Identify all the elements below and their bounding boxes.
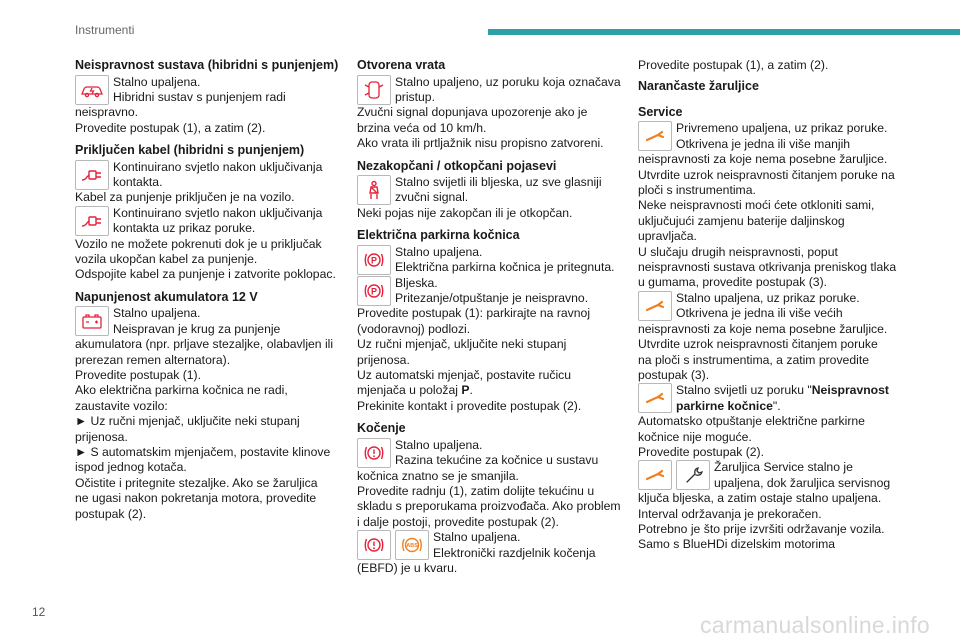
service-d-line: ključa bljeska, a zatim ostaje stalno upaljena. (638, 491, 882, 506)
parking-gear-p: P (461, 383, 470, 398)
battery-icon (75, 306, 109, 336)
door-line: Zvučni signal dopunjava upozorenje ako je (357, 105, 588, 120)
service-d-line: Interval održavanja je prekoračen. (638, 506, 822, 521)
battery-line: ispod jednog kotača. (75, 460, 187, 475)
hybrid-fault-text-1: Stalno upaljena. (113, 74, 201, 89)
entry-seatbelt (357, 175, 627, 206)
braking-text-2: Razina tekućine za kočnice u sustavu (395, 453, 599, 468)
service-a-line: Neke neispravnosti moći ćete otkloniti sami, (638, 198, 875, 213)
ebfd-text-3: (EBFD) je u kvaru. (357, 560, 458, 575)
service-c-line: Provedite postupak (2). (638, 444, 765, 459)
parking-gear-text: mjenjača u položaj (357, 383, 462, 398)
seatbelt-text-1: Stalno svijetli ili bljeska, uz sve glasniji (395, 175, 602, 190)
service-spanner-icon (676, 460, 710, 490)
entry-service-a (638, 121, 908, 152)
hybrid-fault-text-3: neispravno. (75, 105, 139, 120)
heading-service: Service (638, 104, 683, 119)
door-text-2: pristup. (395, 89, 435, 104)
charging-b-text-4: vozila ukopčan kabel za punjenje. (75, 252, 258, 267)
seatbelt-text-3: Neki pojas nije zakopčan ili je otkopčan. (357, 205, 573, 220)
heading-battery: Napunjenost akumulatora 12 V (75, 289, 258, 304)
charging-b-text-3: Vozilo ne možete pokrenuti dok je u priključak (75, 236, 322, 251)
service-b-text-2: Otkrivena je jedna ili više većih (676, 306, 843, 321)
service-a-text-2: Otkrivena je jedna ili više manjih (676, 136, 851, 151)
watermark: carmanualsonline.info (699, 612, 930, 638)
service-c-line: kočnice nije moguće. (638, 429, 752, 444)
parking-a-text-1: Stalno upaljena. (395, 244, 483, 259)
battery-line: ► Uz ručni mjenjač, uključite neki stupanj (75, 414, 300, 429)
battery-text-1: Stalno upaljena. (113, 306, 201, 321)
battery-line: prerezan remen alternatora). (75, 352, 231, 367)
service-c-text-1b: Neispravnost (811, 383, 889, 398)
service-b-text-1: Stalno upaljena, uz prikaz poruke. (676, 290, 860, 305)
battery-line: Provedite postupak (1). (75, 368, 202, 382)
charging-a-text-1: Kontinuirano svjetlo nakon uključivanja (113, 159, 323, 174)
entry-hybrid-fault (75, 75, 343, 106)
service-b-line: na ploči s instrumentima, a zatim provedite (638, 352, 869, 367)
entry-charging-cable-b (75, 206, 343, 237)
parking-line: Uz automatski mjenjač, postavite ručicu (357, 368, 572, 382)
braking-line: Provedite radnju (1), zatim dolijte tekućinu u (357, 483, 595, 498)
service-d-text-2: upaljena, dok žaruljica servisnog (714, 475, 891, 490)
service-d-text-1: Žaruljica Service stalno je (714, 460, 853, 475)
intro-text: Provedite postupak (1), a zatim (2). (638, 58, 829, 72)
entry-parking-brake-a (357, 245, 627, 276)
parking-line: (vodoravnoj) podlozi. (357, 321, 471, 336)
parking-line: Uz ručni mjenjač, uključite neki stupanj (357, 337, 567, 352)
entry-battery (75, 306, 343, 337)
hybrid-fault-text-2: Hibridni sustav s punjenjem radi (113, 89, 286, 104)
brake-warning-icon (357, 530, 391, 560)
heading-charging-cable: Priključen kabel (hibridni s punjenjem) (75, 143, 305, 158)
entry-door-open (357, 75, 627, 106)
service-c-text-1a: Stalno svijetli uz poruku " (676, 383, 812, 398)
charging-b-text-1: Kontinuirano svjetlo nakon uključivanja (113, 205, 323, 220)
parking-gear-dot: . (469, 383, 473, 398)
service-a-line: upravljača. (638, 229, 697, 244)
abs-icon (395, 530, 429, 560)
entry-service-b (638, 291, 908, 322)
service-a-line: neispravnosti za koje nema posebne žaruljice. (638, 152, 888, 167)
header-title: Instrumenti (75, 23, 135, 37)
seatbelt-icon (357, 175, 391, 205)
service-a-line: u gumama, provedite postupak (3). (638, 275, 828, 290)
braking-line: i dalje postoji, provedite postupak (2). (357, 514, 559, 529)
charging-a-text-3: Kabel za punjenje priključen je na vozilo. (75, 190, 295, 205)
service-b-line: Utvrdite uzrok neispravnosti čitanjem poruke (638, 337, 878, 352)
svg-text:P: P (370, 255, 378, 266)
column-3 (638, 58, 908, 553)
wrench-icon (638, 291, 672, 321)
charging-plug-icon (75, 160, 109, 190)
charging-plug-icon (75, 206, 109, 236)
charging-b-text-2: kontakta uz prikaz poruke. (113, 221, 256, 236)
service-d-line: Potrebno je što prije izvršiti održavanje vozila. (638, 521, 885, 536)
braking-line: kočnica znatno se je smanjila. (357, 468, 519, 483)
battery-line: Očistite i pritegnite stezaljke. Ako se žaruljica (75, 475, 318, 490)
entry-service-d (638, 460, 908, 491)
parking-brake-icon (357, 276, 391, 306)
heading-door-open: Otvorena vrata (357, 58, 446, 72)
braking-line: skladu s preporukama proizvođača. Ako problem (357, 499, 621, 514)
service-c-text-2 (676, 399, 908, 414)
charging-a-text-2: kontakta. (113, 175, 163, 190)
brake-warning-icon (357, 438, 391, 468)
service-a-line: ploči s instrumentima. (638, 183, 756, 198)
service-a-text-1: Privremeno upaljena, uz prikaz poruke. (676, 121, 888, 136)
entry-braking (357, 438, 627, 469)
door-line: brzina veća od 10 km/h. (357, 120, 487, 135)
battery-line: zaustavite vozilo: (75, 398, 168, 413)
service-a-line: U slučaju drugih neispravnosti, poput (638, 244, 838, 259)
door-open-icon (357, 75, 391, 105)
wrench-icon (638, 383, 672, 413)
column-1 (75, 58, 343, 522)
parking-b-text-2: Pritezanje/otpuštanje je neispravno. (395, 290, 589, 305)
service-c-text-2b: ". (772, 398, 781, 413)
ebfd-text-2: Elektronički razdjelnik kočenja (433, 545, 596, 560)
service-a-line: neispravnosti sustava otkrivanja preniskog tlaka (638, 260, 897, 275)
page-number: 12 (32, 605, 46, 619)
battery-line: ► S automatskim mjenjačem, postavite klinove (75, 445, 331, 460)
heading-braking: Kočenje (357, 421, 406, 436)
service-a-line: uključujući zamjenu baterije daljinskog (638, 213, 845, 228)
parking-line: Provedite postupak (1): parkirajte na ravnoj (357, 306, 591, 321)
entry-parking-brake-b (357, 276, 627, 307)
service-d-line: Samo s BlueHDi dizelskim motorima (638, 537, 836, 552)
service-c-line: Automatsko otpuštanje električne parkirne (638, 414, 865, 429)
entry-service-c (638, 383, 908, 414)
heading-parking-brake: Električna parkirna kočnica (357, 228, 520, 243)
battery-line: prijenosa. (75, 429, 128, 444)
battery-line: Ako električna parkirna kočnica ne radi, (75, 383, 288, 398)
parking-a-text-2: Električna parkirna kočnica je pritegnuta. (395, 260, 615, 275)
svg-text:ABS: ABS (406, 543, 418, 550)
service-c-text-1 (676, 383, 908, 398)
heading-seatbelt: Nezakopčani / otkopčani pojasevi (357, 158, 557, 173)
column-2 (357, 58, 627, 576)
entry-ebfd (357, 530, 627, 561)
battery-text-2: Neispravan je krug za punjenje (113, 321, 281, 336)
battery-line: akumulatora (npr. prljave stezaljke, olabavljen ili (75, 337, 334, 352)
ebfd-text-1: Stalno upaljena. (433, 530, 521, 545)
door-text-1: Stalno upaljeno, uz poruku koja označava (395, 74, 621, 89)
parking-line: prijenosa. (357, 352, 410, 367)
heading-hybrid-fault: Neispravnost sustava (hibridni s punjenjem) (75, 58, 339, 72)
seatbelt-text-2: zvučni signal. (395, 190, 469, 205)
heading-orange-lamps: Narančaste žaruljice (638, 79, 759, 94)
service-a-line: Utvrdite uzrok neispravnosti čitanjem poruke na (638, 167, 895, 182)
parking-line-gear (357, 383, 627, 398)
parking-line: Prekinite kontakt i provedite postupak (2). (357, 398, 582, 413)
battery-line: postupak (2). (75, 506, 147, 521)
door-line: Ako vrata ili prtljažnik nisu propisno zatvoreni. (357, 136, 604, 151)
parking-brake-icon (357, 245, 391, 275)
battery-line: ne ugasi nakon pokretanja motora, provedite (75, 491, 317, 506)
entry-charging-cable-a (75, 160, 343, 191)
hybrid-fault-text-4: Provedite postupak (1), a zatim (2). (75, 120, 266, 135)
hybrid-fault-icon (75, 75, 109, 105)
svg-text:P: P (370, 286, 378, 297)
header-accent-bar (488, 29, 960, 35)
charging-b-text-5: Odspojite kabel za punjenje i zatvorite poklopac. (75, 267, 336, 282)
braking-text-1: Stalno upaljena. (395, 437, 483, 452)
wrench-icon (638, 121, 672, 151)
service-b-line: neispravnosti za koje nema posebne žaruljice. (638, 321, 888, 336)
service-c-text-2a: parkirne kočnice (676, 398, 773, 413)
wrench-icon (638, 460, 672, 490)
service-b-line: postupak (3). (638, 367, 710, 382)
parking-b-text-1: Bljeska. (395, 275, 438, 290)
